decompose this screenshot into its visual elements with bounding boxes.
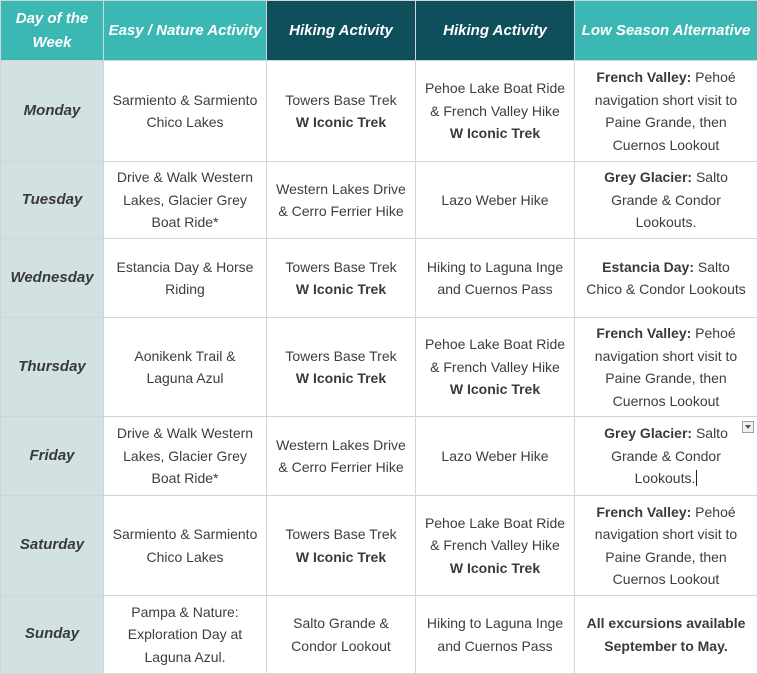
day-cell <box>1 162 104 239</box>
hiking-activity-1-text: Towers Base Trek <box>275 345 407 368</box>
hiking-activity-2-cell <box>416 162 575 239</box>
hiking-activity-1-text: Salto Grande & Condor Lookout <box>275 612 407 657</box>
low-season-cell <box>575 596 757 674</box>
hiking-activity-2-cell <box>416 61 575 162</box>
day-cell <box>1 417 104 496</box>
easy-activity-text: Sarmiento & Sarmiento Chico Lakes <box>113 526 258 565</box>
trek-badge-text: W Iconic Trek <box>424 378 566 401</box>
hiking-activity-2-text: Pehoe Lake Boat Ride & French Valley Hike <box>424 77 566 122</box>
hiking-activity-1-text: Towers Base Trek <box>275 89 407 112</box>
easy-activity-cell <box>104 417 267 496</box>
easy-activity-cell <box>104 596 267 674</box>
day-cell <box>1 318 104 417</box>
day-cell <box>1 61 104 162</box>
header-day: Day of the Week <box>1 1 104 61</box>
hiking-activity-2-cell <box>416 496 575 596</box>
table-row <box>1 239 757 318</box>
trek-badge-text: W Iconic Trek <box>275 111 407 134</box>
day-label: Sunday <box>25 625 79 642</box>
day-label: Saturday <box>20 536 84 553</box>
low-season-title: French Valley: <box>596 69 691 85</box>
low-season-cell <box>575 496 757 596</box>
hiking-activity-2-text: Hiking to Laguna Inge and Cuernos Pass <box>424 256 566 301</box>
hiking-activity-2-text: Lazo Weber Hike <box>424 189 566 212</box>
easy-activity-text: Drive & Walk Western Lakes, Glacier Grey Boat Ride* <box>117 169 253 230</box>
hiking-activity-2-text: Hiking to Laguna Inge and Cuernos Pass <box>424 612 566 657</box>
trek-badge-text: W Iconic Trek <box>424 122 566 145</box>
day-label: Wednesday <box>10 269 93 286</box>
low-season-text: Salto Grande & Condor Lookouts. <box>611 425 728 486</box>
day-cell <box>1 596 104 674</box>
hiking-activity-2-cell <box>416 239 575 318</box>
table-row <box>1 417 757 496</box>
hiking-activity-1-text: Western Lakes Drive & Cerro Ferrier Hike <box>275 434 407 479</box>
hiking-activity-1-text: Western Lakes Drive & Cerro Ferrier Hike <box>275 178 407 223</box>
low-season-text: Pehoé navigation short visit to Paine Grande, then Cuernos Lookout <box>595 69 737 153</box>
low-season-cell <box>575 162 757 239</box>
hiking-activity-2-cell <box>416 596 575 674</box>
low-season-cell <box>575 61 757 162</box>
hiking-activity-2-text: Pehoe Lake Boat Ride & French Valley Hike <box>424 512 566 557</box>
day-cell <box>1 239 104 318</box>
low-season-text: Salto Grande & Condor Lookouts. <box>611 169 728 230</box>
low-season-text: Salto Chico & Condor Lookouts <box>586 259 746 298</box>
hiking-activity-1-cell <box>267 61 416 162</box>
hiking-activity-2-text: Pehoe Lake Boat Ride & French Valley Hike <box>424 333 566 378</box>
day-label: Monday <box>24 102 81 119</box>
low-season-title: Estancia Day: <box>602 259 694 275</box>
low-season-title: French Valley: <box>596 325 691 341</box>
hiking-activity-1-cell <box>267 596 416 674</box>
day-label: Friday <box>29 447 74 464</box>
low-season-title: Grey Glacier: <box>604 169 692 185</box>
day-cell <box>1 496 104 596</box>
hiking-activity-2-cell <box>416 318 575 417</box>
easy-activity-cell <box>104 239 267 318</box>
easy-activity-text: Aonikenk Trail & Laguna Azul <box>134 348 235 387</box>
trek-badge-text: W Iconic Trek <box>275 546 407 569</box>
hiking-activity-1-cell <box>267 318 416 417</box>
trek-badge-text: W Iconic Trek <box>275 278 407 301</box>
low-season-text: Pehoé navigation short visit to Paine Grande, then Cuernos Lookout <box>595 325 737 409</box>
hiking-activity-2-text: Lazo Weber Hike <box>424 445 566 468</box>
table-row <box>1 162 757 239</box>
easy-activity-text: Sarmiento & Sarmiento Chico Lakes <box>113 92 258 131</box>
table-row <box>1 596 757 674</box>
hiking-activity-1-text: Towers Base Trek <box>275 256 407 279</box>
low-season-title: French Valley: <box>596 504 691 520</box>
header-hiking-2: Hiking Activity <box>416 1 575 61</box>
easy-activity-cell <box>104 318 267 417</box>
day-label: Thursday <box>18 358 86 375</box>
easy-activity-text: Pampa & Nature: Exploration Day at Laguna Azul. <box>128 604 242 665</box>
low-season-cell <box>575 417 757 496</box>
easy-activity-text: Drive & Walk Western Lakes, Glacier Grey Boat Ride* <box>117 425 253 486</box>
table-row <box>1 318 757 417</box>
cell-dropdown-icon[interactable] <box>742 421 754 433</box>
low-season-title: Grey Glacier: <box>604 425 692 441</box>
header-low-season: Low Season Alternative <box>575 1 757 61</box>
hiking-activity-1-cell <box>267 417 416 496</box>
easy-activity-text: Estancia Day & Horse Riding <box>117 259 254 298</box>
day-label: Tuesday <box>22 191 83 208</box>
hiking-activity-1-text: Towers Base Trek <box>275 523 407 546</box>
header-row <box>1 1 757 61</box>
easy-activity-cell <box>104 496 267 596</box>
table-row <box>1 496 757 596</box>
text-cursor <box>696 470 697 486</box>
trek-badge-text: W Iconic Trek <box>275 367 407 390</box>
hiking-activity-1-cell <box>267 496 416 596</box>
table-row <box>1 61 757 162</box>
header-easy: Easy / Nature Activity <box>104 1 267 61</box>
easy-activity-cell <box>104 61 267 162</box>
trek-badge-text: W Iconic Trek <box>424 557 566 580</box>
hiking-activity-1-cell <box>267 162 416 239</box>
low-season-cell <box>575 318 757 417</box>
low-season-text: Pehoé navigation short visit to Paine Grande, then Cuernos Lookout <box>595 504 737 588</box>
hiking-activity-2-cell <box>416 417 575 496</box>
header-hiking-1: Hiking Activity <box>267 1 416 61</box>
easy-activity-cell <box>104 162 267 239</box>
low-season-title: All excursions available September to May. <box>587 615 746 654</box>
low-season-cell <box>575 239 757 318</box>
hiking-activity-1-cell <box>267 239 416 318</box>
